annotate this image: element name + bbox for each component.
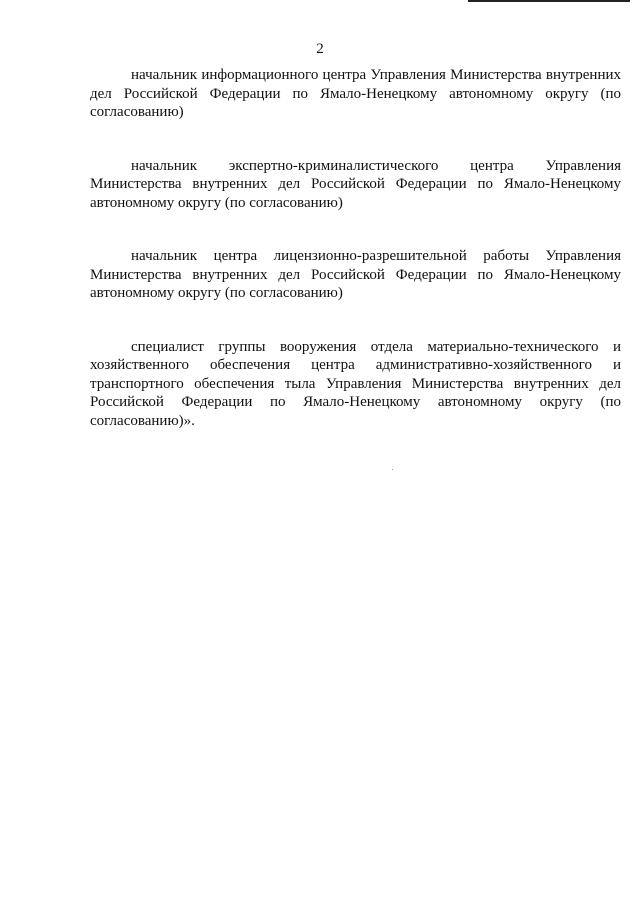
document-body bbox=[90, 66, 621, 465]
page-number: 2 bbox=[316, 41, 324, 57]
paragraph-weapons-specialist: специалист группы вооружения отдела материально-технического и хозяйственного обеспечения центра административно-хозяйственного и транспортного обеспечения тыла Управления Министерства внутренних дел Российской Федерации по Ямало-Ненецкому автономному округу (по согласованию)». bbox=[90, 338, 621, 429]
paragraph-info-center: начальник информационного центра Управления Министерства внутренних дел Российской Федерации по Ямало-Ненецкому автономному округу (по согласованию) bbox=[90, 67, 621, 120]
paragraph-forensic-center: начальник экспертно-криминалистического центра Управления Министерства внутренних дел Российской Федерации по Ямало-Ненецкому автономному округу (по согласованию) bbox=[90, 157, 621, 211]
scan-speck bbox=[392, 469, 393, 470]
header-rule bbox=[468, 0, 630, 2]
paragraph-licensing-center: начальник центра лицензионно-разрешительной работы Управления Министерства внутренних дел Российской Федерации по Ямало-Ненецкому автономному округу (по согласованию) bbox=[90, 248, 621, 301]
